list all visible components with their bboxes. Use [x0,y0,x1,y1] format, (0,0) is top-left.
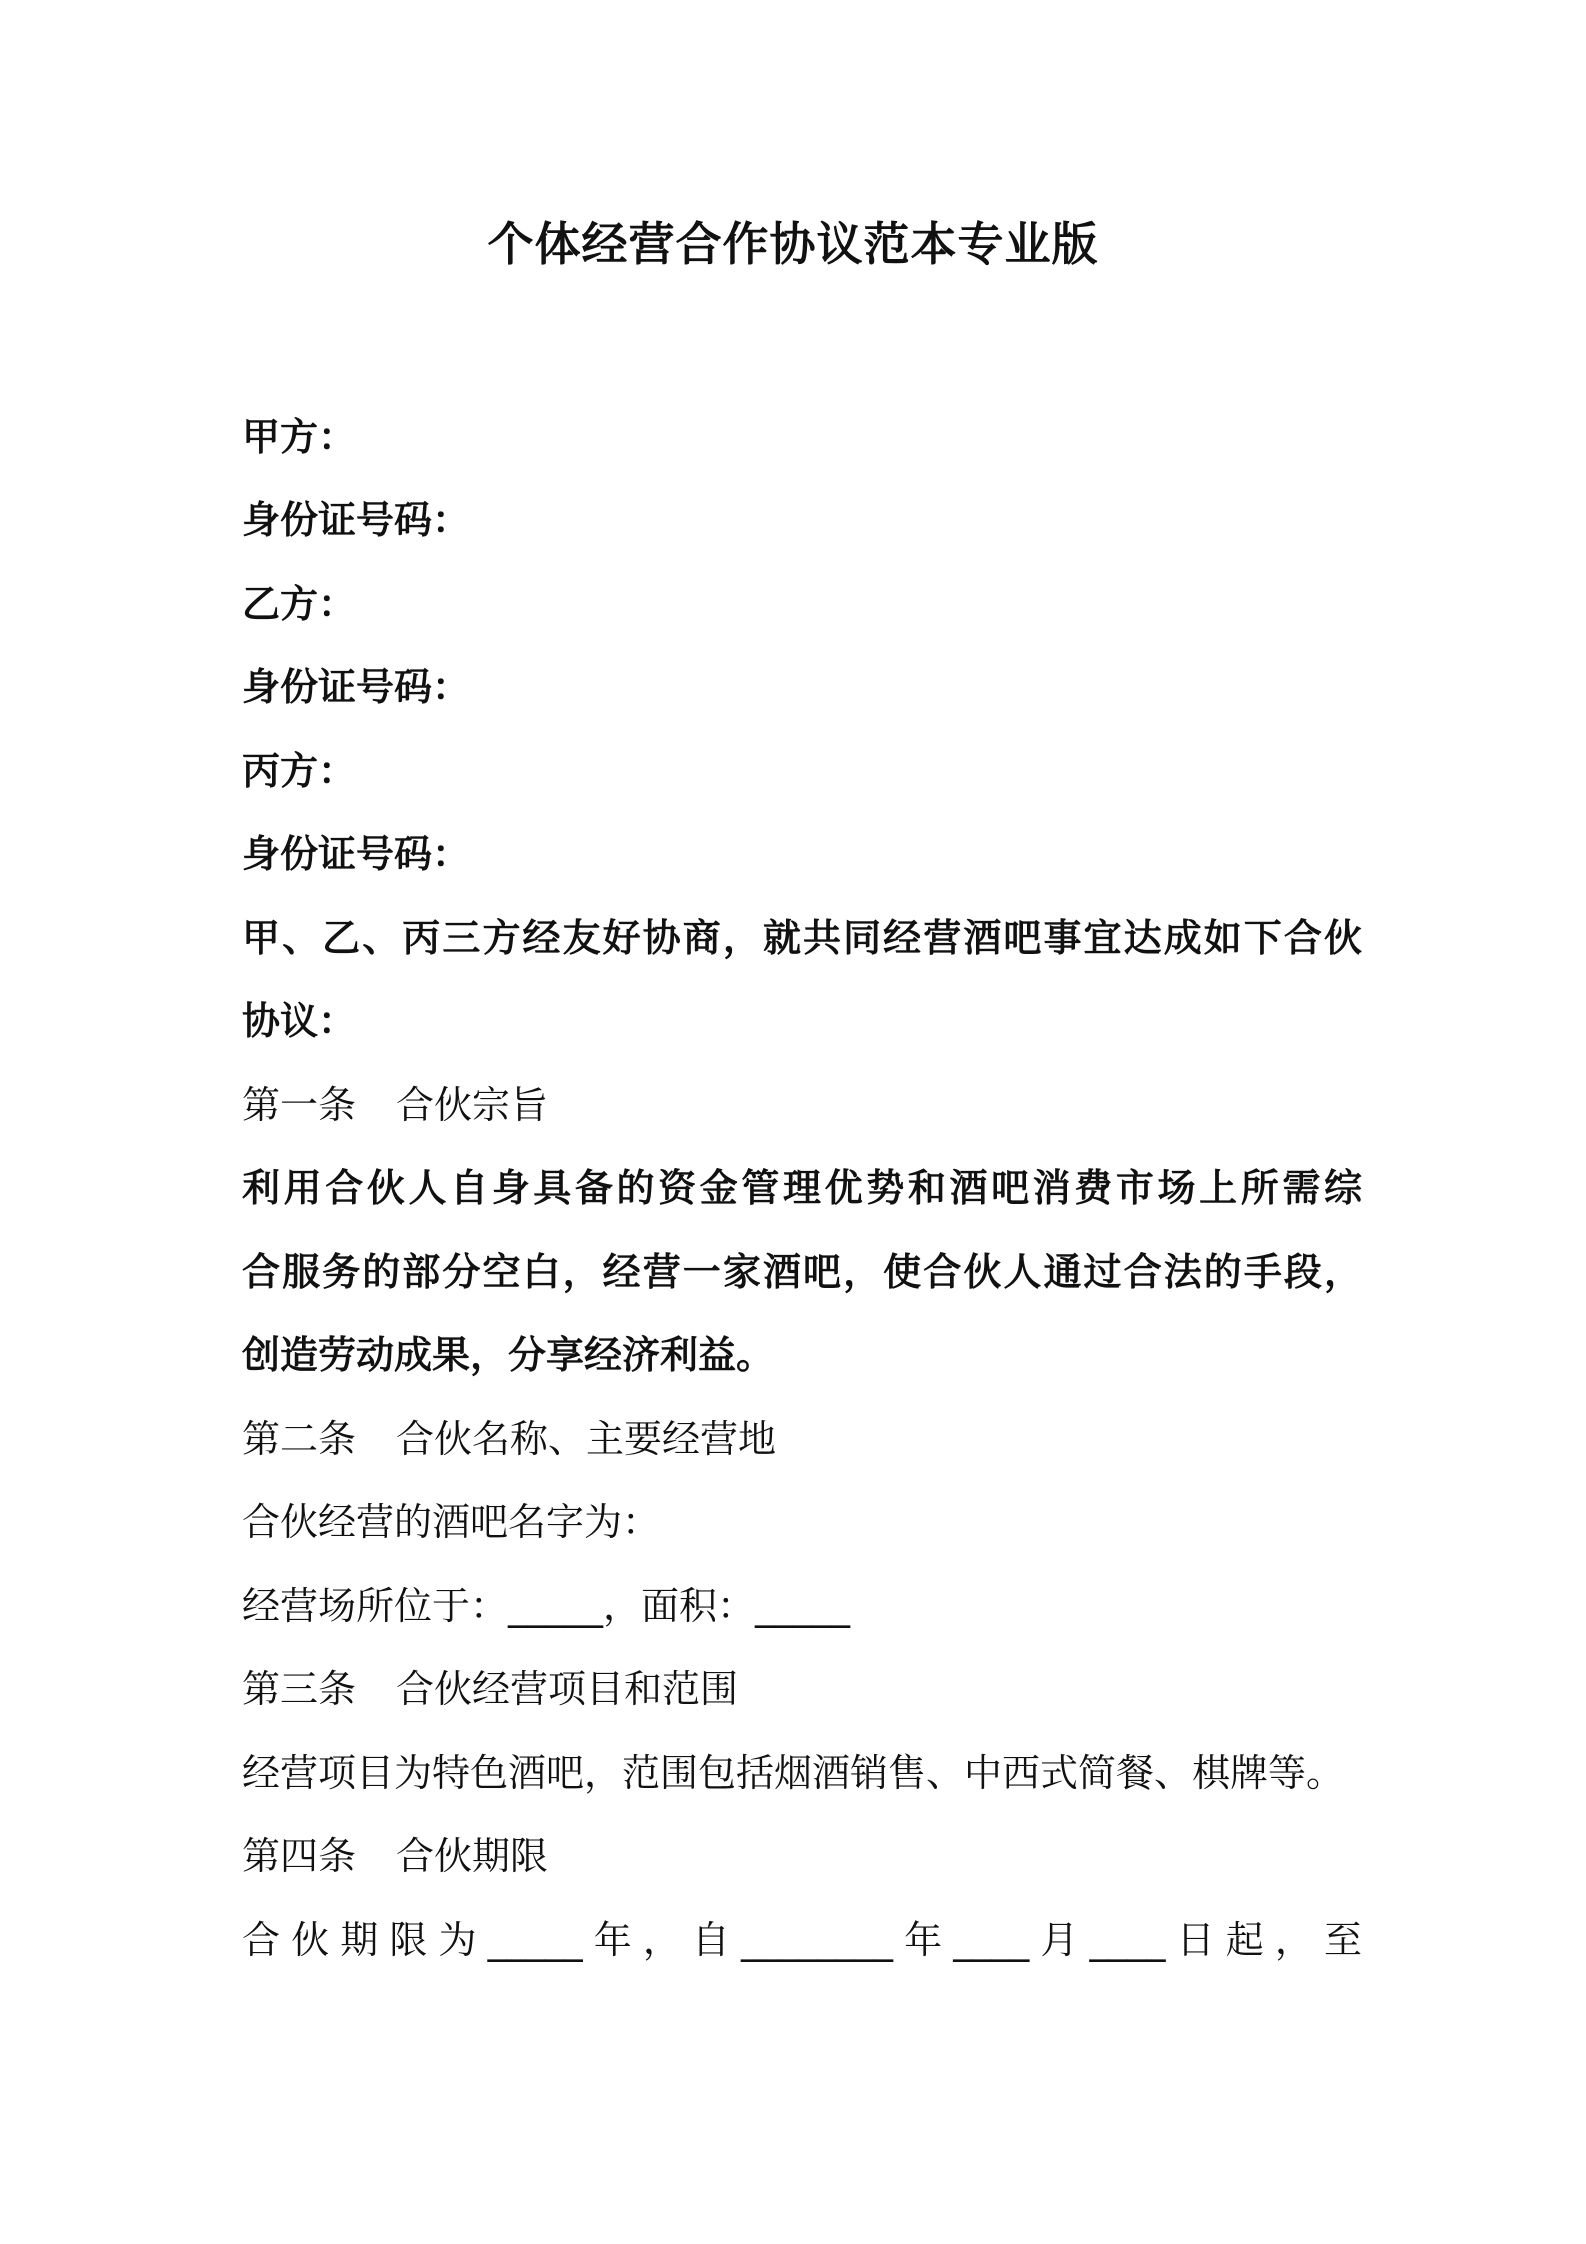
article-1-title: 合伙宗旨 [396,1083,549,1127]
article-1-number: 第一条 [242,1083,357,1127]
article-1-text-line-2: 合服务的部分空白，经营一家酒吧，使合伙人通过合法的手段， [242,1250,1362,1294]
article-3-title: 合伙经营项目和范围 [396,1667,739,1711]
article-3-heading [242,1661,1362,1717]
article-1-text-line-1: 利用合伙人自身具备的资金管理优势和酒吧消费市场上所需综 [242,1166,1362,1210]
party-b-label: 乙方： [242,582,357,626]
intro-paragraph-line-2: 协议： [242,999,357,1043]
document-title: 个体经营合作协议范本专业版 [487,217,1099,271]
party-a-label: 甲方： [242,415,357,459]
party-c-label: 丙方： [242,749,357,793]
partnership-term-line: 合伙期限为_____年，自________年____月____日起，至 [242,1918,1362,1962]
party-c-id-label: 身份证号码： [242,832,471,876]
article-4-heading [242,1828,1362,1884]
article-1-heading [242,1077,1362,1133]
article-1-text-line-3: 创造劳动成果，分享经济利益。 [242,1333,775,1377]
article-2-number: 第二条 [242,1417,357,1461]
party-b-id-label: 身份证号码： [242,665,471,709]
article-4-title: 合伙期限 [396,1834,549,1878]
article-4-number: 第四条 [242,1834,357,1878]
intro-paragraph-line-1: 甲、乙、丙三方经友好协商，就共同经营酒吧事宜达成如下合伙 [242,916,1362,960]
article-2-heading [242,1411,1362,1467]
article-2-title: 合伙名称、主要经营地 [396,1417,777,1461]
party-a-id-label: 身份证号码： [242,498,471,542]
bar-name-field: 合伙经营的酒吧名字为： [242,1500,661,1544]
location-area-field: 经营场所位于：_____，面积：_____ [242,1584,851,1628]
article-3-text: 经营项目为特色酒吧，范围包括烟酒销售、中西式简餐、棋牌等。 [242,1751,1345,1795]
article-3-number: 第三条 [242,1667,357,1711]
